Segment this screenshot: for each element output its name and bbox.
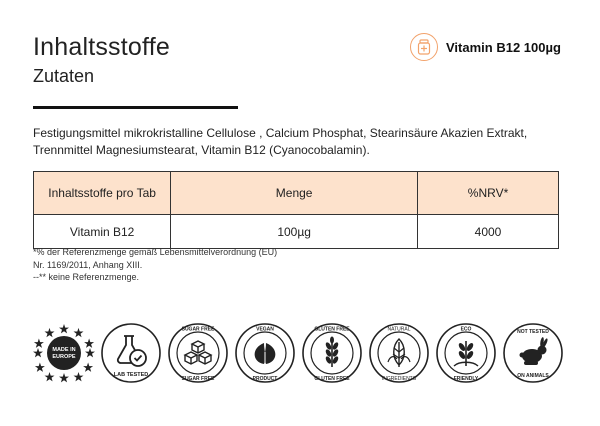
product-name: Vitamin B12 100µg bbox=[446, 39, 561, 55]
svg-text:GLUTEN FREE: GLUTEN FREE bbox=[314, 376, 350, 382]
supplement-bottle-icon bbox=[410, 33, 438, 61]
footnote-line: --** keine Referenzmenge. bbox=[33, 272, 140, 282]
nutrient-table bbox=[33, 171, 559, 249]
svg-text:NOT TESTED: NOT TESTED bbox=[517, 329, 549, 335]
eco-friendly-icon bbox=[435, 322, 497, 384]
svg-text:INGREDIENTS: INGREDIENTS bbox=[381, 376, 417, 382]
svg-text:ECO: ECO bbox=[460, 326, 472, 333]
footnotes bbox=[33, 246, 277, 284]
svg-text:EUROPE: EUROPE bbox=[52, 354, 76, 360]
column-header-amount: Menge bbox=[171, 172, 418, 215]
sugar-free-icon bbox=[167, 322, 229, 384]
table-header-row bbox=[34, 172, 559, 215]
svg-text:ON ANIMALS: ON ANIMALS bbox=[517, 373, 549, 379]
made-in-europe-icon bbox=[33, 322, 95, 384]
svg-text:SUGAR FREE: SUGAR FREE bbox=[181, 376, 215, 382]
ingredients-text: Festigungsmittel mikrokristalline Cellulose , Calcium Phosphat, Stearinsäure Akazien Extrakt, Trennmittel Magnesiumstearat, Vitamin B12 (Cyanocobalamin). bbox=[33, 126, 528, 157]
svg-text:FRIENDLY: FRIENDLY bbox=[453, 376, 479, 382]
quality-badges bbox=[33, 322, 563, 384]
lab-tested-icon bbox=[100, 322, 162, 384]
footnote-line: *% der Referenzmenge gemäß Lebensmittelverordnung (EU) bbox=[33, 247, 278, 257]
table-cell-amount: 100µg bbox=[171, 215, 418, 249]
title-underline bbox=[33, 106, 238, 109]
column-header-nrv: %NRV* bbox=[418, 172, 559, 215]
footnote-line: Nr. 1169/2011, Anhang XIII. bbox=[33, 259, 143, 270]
svg-text:SUGAR FREE: SUGAR FREE bbox=[181, 326, 215, 333]
page-title: Inhaltsstoffe bbox=[33, 33, 170, 61]
table-row bbox=[34, 215, 559, 249]
svg-text:MADE IN: MADE IN bbox=[52, 347, 76, 353]
page-subtitle: Zutaten bbox=[33, 66, 95, 86]
natural-ingredients-icon bbox=[368, 322, 430, 384]
svg-text:LAB TESTED: LAB TESTED bbox=[113, 372, 149, 378]
gluten-free-icon bbox=[301, 322, 363, 384]
svg-text:GLUTEN FREE: GLUTEN FREE bbox=[314, 326, 350, 333]
svg-text:VEGAN: VEGAN bbox=[256, 326, 274, 333]
product-label bbox=[410, 33, 561, 61]
not-tested-on-animals-icon bbox=[502, 322, 564, 384]
vegan-product-icon bbox=[234, 322, 296, 384]
column-header-ingredient: Inhaltsstoffe pro Tab bbox=[34, 172, 171, 215]
table-cell-nrv: 4000 bbox=[418, 215, 559, 249]
svg-text:PRODUCT: PRODUCT bbox=[252, 376, 278, 382]
svg-text:NATURAL: NATURAL bbox=[387, 326, 411, 333]
table-cell-ingredient: Vitamin B12 bbox=[34, 215, 171, 249]
